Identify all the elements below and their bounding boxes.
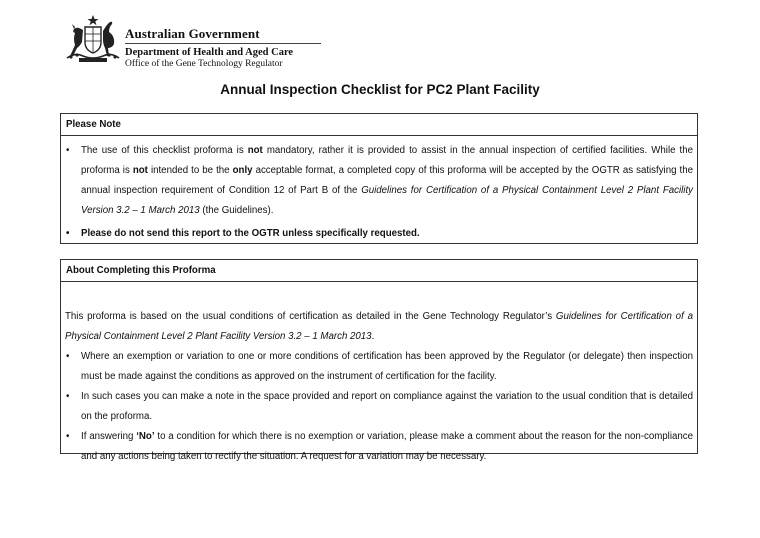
about-intro-text-1: This proforma is based on the usual conditions of certification as detailed in the Gene Technology Regulator’s [65, 311, 556, 322]
note-text-4: acceptable format, a completed copy of this proforma will be accepted by the OGTR as satisfying the annual inspection requirement of Condition 12 of Part B of the [81, 165, 693, 196]
note-emphasis-only: only [232, 165, 253, 176]
about-list [61, 347, 697, 467]
please-note-box [60, 113, 698, 244]
note-do-not-send: Please do not send this report to the OGTR unless specifically requested. [81, 228, 420, 239]
about-guidelines-title: Guidelines for Certification of a Physical Containment Level 2 Plant Facility Version 3.2 – 1 March 2013 [65, 311, 694, 342]
list-item [61, 141, 697, 221]
page-title: Annual Inspection Checklist for PC2 Plant Facility [220, 82, 540, 97]
note-emphasis-not-2: not [132, 165, 148, 176]
list-item [61, 387, 697, 427]
about-bullet-no-text-1: If answering [81, 431, 137, 442]
department-name: Department of Health and Aged Care [125, 47, 294, 58]
list-item [61, 224, 697, 244]
note-text-1: The use of this checklist proforma is [81, 145, 248, 156]
please-note-list [61, 136, 697, 244]
about-bullet-exemption: Where an exemption or variation to one or more conditions of certification has been approved by the Regulator (or delegate) then inspection must be made against the conditions as approved on the instrument of certification for the facility. [81, 351, 693, 382]
list-item [61, 347, 697, 387]
about-completing-heading: About Completing this Proforma [61, 260, 697, 282]
list-item [61, 427, 697, 467]
about-bullet-no-emphasis: ‘No’ [136, 431, 155, 442]
about-intro-text-2: . [371, 331, 375, 342]
about-bullet-no-text-2: to a condition for which there is no exemption or variation, please make a comment about the reason for the non-compliance and any actions being taken to rectify the situation. A request for a variation may be necessary. [81, 431, 693, 462]
about-bullet-note: In such cases you can make a note in the space provided and report on compliance against the variation to the usual condition that is detailed on the proforma. [81, 391, 693, 422]
note-text-3: intended to be the [147, 165, 233, 176]
note-emphasis-not-1: not [247, 145, 263, 156]
about-completing-box [60, 259, 698, 462]
note-text-5: (the Guidelines). [199, 205, 274, 216]
office-name: Office of the Gene Technology Regulator [125, 59, 283, 69]
commonwealth-coat-of-arms-icon [63, 14, 123, 64]
header-divider [125, 43, 321, 44]
note-text-2: mandatory, rather it is provided to assist in the annual inspection of certified facilities. While the proforma is [81, 145, 693, 176]
about-intro-paragraph [61, 282, 697, 347]
please-note-heading: Please Note [61, 114, 697, 136]
government-name: Australian Government [125, 26, 260, 41]
note-guidelines-title: Guidelines for Certification of a Physical Containment Level 2 Plant Facility Version 3.2 – 1 March 2013 [81, 185, 693, 216]
